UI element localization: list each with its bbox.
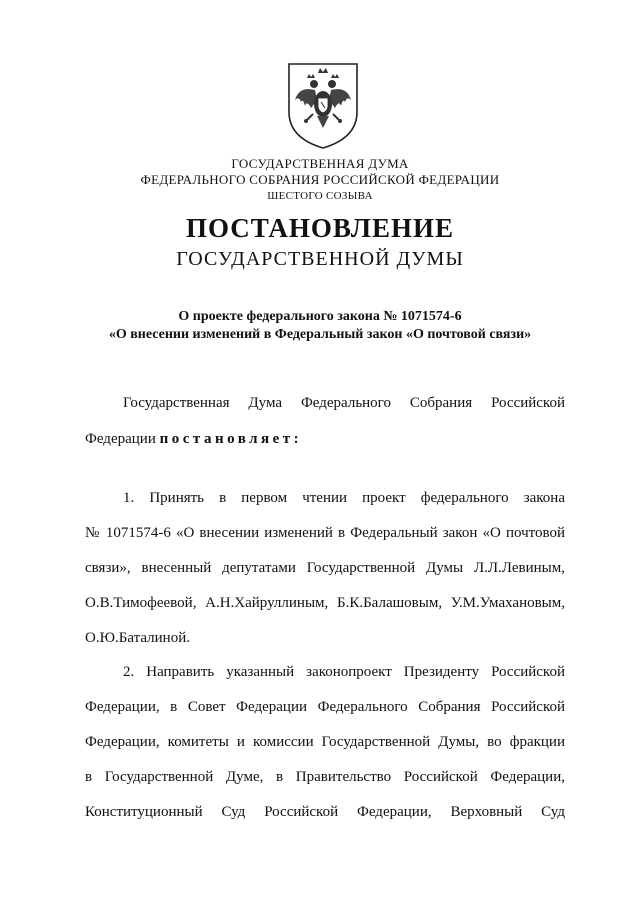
item1-line: 1. Принять в первом чтении проект федерального закона (123, 490, 565, 506)
item2-line: Федерации, в Совет Федерации Федерального Собрания Российской (85, 699, 565, 715)
item1-line: О.Ю.Баталиной. (85, 630, 190, 646)
issuer-line-2: ФЕДЕРАЛЬНОГО СОБРАНИЯ РОССИЙСКОЙ ФЕДЕРАЦИИ (140, 172, 500, 187)
subject-line-1: О проекте федерального закона № 1071574-6 (178, 309, 462, 324)
document-title: ПОСТАНОВЛЕНИЕ (185, 213, 455, 243)
item2-line: Федерации, комитеты и комиссии Государственной Думы, во фракции (85, 734, 565, 750)
russian-coat-of-arms-icon (285, 60, 361, 150)
intro-line-2 (85, 422, 565, 457)
issuer-line-1: ГОСУДАРСТВЕННАЯ ДУМА (231, 156, 409, 171)
intro-line-1: Государственная Дума Федерального Собрания Российской (123, 395, 565, 411)
convocation-line: ШЕСТОГО СОЗЫВА (267, 190, 373, 202)
item2-line: 2. Направить указанный законопроект Президенту Российской (123, 664, 565, 680)
resolves-word: постановляет: (159, 431, 303, 447)
item2-line: в Государственной Думе, в Правительство Российской Федерации, (85, 769, 565, 785)
subject-line-2: «О внесении изменений в Федеральный закон «О почтовой связи» (108, 327, 532, 342)
document-subtitle: ГОСУДАРСТВЕННОЙ ДУМЫ (176, 248, 464, 270)
item1-line: связи», внесенный депутатами Государственной Думы Л.Л.Левиным, (85, 560, 565, 576)
intro-prefix: Федерации (85, 431, 160, 447)
item1-line: О.В.Тимофеевой, А.Н.Хайруллиным, Б.К.Балашовым, У.М.Умахановым, (85, 595, 565, 611)
item2-line: Конституционный Суд Российской Федерации, Верховный Суд (85, 804, 565, 820)
item1-line: № 1071574-6 «О внесении изменений в Федеральный закон «О почтовой (85, 525, 565, 541)
